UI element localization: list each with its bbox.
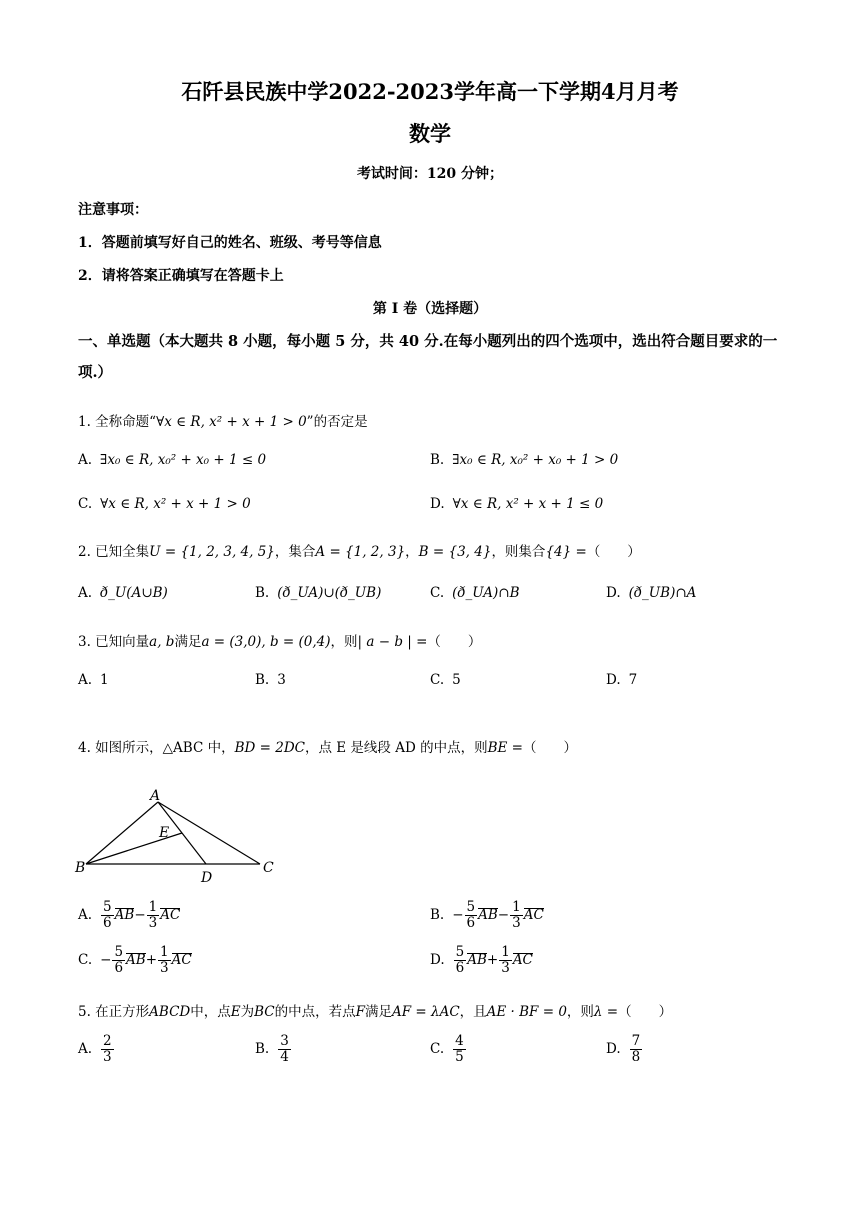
q3-stem-mid: 满足 bbox=[174, 634, 202, 650]
q4-a-frac2 bbox=[147, 900, 160, 931]
q5-c-n: 4 bbox=[455, 1033, 464, 1049]
q4-a-v1: AB bbox=[114, 906, 135, 923]
q4-option-c[interactable] bbox=[78, 945, 192, 976]
q5-option-a[interactable] bbox=[78, 1034, 115, 1065]
q3-option-d-label: D. bbox=[606, 672, 621, 688]
q2-stem-u: U = {1, 2, 3, 4, 5} bbox=[149, 544, 275, 560]
q1-option-d[interactable] bbox=[430, 496, 603, 512]
notice-item-1: 1．答题前填写好自己的姓名、班级、考号等信息 bbox=[78, 235, 382, 251]
label-d: D bbox=[201, 870, 213, 886]
q4-stem-eq: BD = 2DC bbox=[234, 740, 305, 756]
q3-option-a-label: A. bbox=[78, 672, 93, 688]
q3-stem-abs: | a − b | = bbox=[357, 634, 428, 650]
q1-option-a-text: ∃x₀ ∈ R, x₀² + x₀ + 1 ≤ 0 bbox=[100, 452, 267, 468]
q4-c-op: + bbox=[145, 951, 158, 968]
q4-d-frac1 bbox=[454, 945, 467, 976]
q5-c-frac bbox=[453, 1034, 466, 1065]
q4-b-frac1 bbox=[465, 900, 478, 931]
question-5-stem bbox=[78, 1000, 672, 1020]
q4-a-frac1 bbox=[101, 900, 114, 931]
q5-option-b[interactable] bbox=[255, 1034, 292, 1065]
label-e: E bbox=[159, 825, 170, 841]
q1-option-c-label: C. bbox=[78, 496, 93, 512]
q4-option-b-label: B. bbox=[430, 906, 445, 923]
q5-stem-mid3: 的中点，若点 bbox=[274, 1004, 356, 1020]
q4-c-v1: AB bbox=[126, 951, 146, 968]
q4-option-b[interactable] bbox=[430, 900, 544, 931]
q5-stem-e: E bbox=[230, 1004, 241, 1020]
notice-heading: 注意事项： bbox=[78, 202, 148, 218]
q3-option-c-label: C. bbox=[430, 672, 445, 688]
q2-option-d-text: (ð_UB)∩A bbox=[628, 585, 697, 601]
q1-stem-math: ∀x ∈ R, x² + x + 1 > 0 bbox=[156, 414, 307, 430]
q5-stem-pre: 5. 在正方形 bbox=[78, 1004, 150, 1020]
q2-stem-pre: 2. 已知全集 bbox=[78, 544, 150, 560]
q4-c-v2: AC bbox=[171, 951, 192, 968]
q4-d-v1: AB bbox=[467, 951, 487, 968]
q3-option-d[interactable] bbox=[606, 672, 637, 688]
q4-d-frac2 bbox=[499, 945, 512, 976]
q2-stem-mid1: ，集合 bbox=[274, 544, 316, 560]
q1-option-a[interactable] bbox=[78, 452, 266, 468]
q5-option-c-label: C. bbox=[430, 1040, 445, 1057]
q4-option-d-label: D. bbox=[430, 951, 445, 968]
q4-d-n1: 5 bbox=[455, 944, 465, 960]
q3-option-a[interactable] bbox=[78, 672, 109, 688]
q2-option-d-label: D. bbox=[606, 585, 621, 601]
q4-a-n1: 5 bbox=[103, 899, 112, 915]
q3-stem-pre: 3. 已知向量 bbox=[78, 634, 150, 650]
q4-d-d2: 3 bbox=[501, 959, 510, 976]
q5-option-d-label: D. bbox=[606, 1040, 621, 1057]
q5-a-d: 3 bbox=[103, 1048, 112, 1065]
q2-option-c[interactable] bbox=[430, 585, 520, 601]
q5-stem-f: F bbox=[355, 1004, 365, 1020]
q4-option-a[interactable] bbox=[78, 900, 180, 931]
q4-c-n1: 5 bbox=[114, 944, 124, 960]
q3-option-c[interactable] bbox=[430, 672, 461, 688]
q1-option-a-label: A. bbox=[78, 452, 93, 468]
question-2-stem bbox=[78, 540, 641, 560]
q4-d-d1: 6 bbox=[455, 959, 465, 976]
q3-option-b[interactable] bbox=[255, 672, 286, 688]
q3-stem-cond: a = (3,0), b = (0,4) bbox=[201, 634, 331, 650]
q4-c-n2: 1 bbox=[160, 944, 169, 960]
exam-time: 考试时间：120 分钟； bbox=[356, 166, 504, 182]
label-c: C bbox=[263, 860, 274, 876]
q1-option-b-label: B. bbox=[430, 452, 445, 468]
q3-option-b-text: 3 bbox=[277, 672, 286, 688]
q4-b-op: − bbox=[497, 906, 510, 923]
q5-option-c[interactable] bbox=[430, 1034, 467, 1065]
q4-a-v2: AC bbox=[160, 906, 181, 923]
q1-stem-pre: 1. 全称命题“ bbox=[78, 414, 157, 430]
q5-stem-mid6: ，则 bbox=[566, 1004, 594, 1020]
q2-option-b-label: B. bbox=[255, 585, 270, 601]
q2-stem-b: B = {3, 4} bbox=[418, 544, 492, 560]
q2-option-d[interactable] bbox=[606, 585, 696, 601]
q5-option-b-label: B. bbox=[255, 1040, 270, 1057]
q5-stem-mid1: 中，点 bbox=[190, 1004, 231, 1020]
q4-b-v2: AC bbox=[523, 906, 544, 923]
q1-option-c-text: ∀x ∈ R, x² + x + 1 > 0 bbox=[100, 496, 251, 512]
q4-c-d1: 6 bbox=[114, 959, 124, 976]
q3-stem-mid2: ，则 bbox=[330, 634, 358, 650]
q4-a-d1: 6 bbox=[103, 914, 112, 931]
q5-b-d: 4 bbox=[280, 1048, 289, 1065]
q4-d-op: + bbox=[486, 951, 499, 968]
q2-option-a-text: ð_U(A∪B) bbox=[100, 585, 168, 601]
q2-option-c-label: C. bbox=[430, 585, 445, 601]
q2-stem-mid2: ， bbox=[405, 544, 419, 560]
side-ac bbox=[158, 802, 260, 864]
q4-b-sign: − bbox=[452, 906, 464, 923]
question-4-stem bbox=[78, 736, 577, 756]
q2-stem-mid3: ，则集合 bbox=[491, 544, 546, 560]
q5-b-frac bbox=[278, 1034, 291, 1065]
q4-b-d1: 6 bbox=[466, 914, 476, 931]
q1-option-d-text: ∀x ∈ R, x² + x + 1 ≤ 0 bbox=[452, 496, 604, 512]
question-3-stem bbox=[78, 630, 481, 650]
q5-stem-post: （ ） bbox=[618, 1004, 673, 1020]
q4-c-d2: 3 bbox=[160, 959, 169, 976]
q1-option-c[interactable] bbox=[78, 496, 251, 512]
exam-title: 石阡县民族中学2022-2023学年高一下学期4月月考 bbox=[181, 79, 679, 104]
notice-item-2: 2．请将答案正确填写在答题卡上 bbox=[78, 268, 284, 284]
q4-b-d2: 3 bbox=[512, 914, 521, 931]
q5-stem-af: AF = λAC bbox=[392, 1004, 460, 1020]
question-1-stem bbox=[78, 410, 368, 430]
q4-a-d2: 3 bbox=[148, 914, 158, 931]
q1-stem-post: ”的否定是 bbox=[306, 414, 368, 430]
label-a: A bbox=[150, 788, 161, 804]
q5-stem-sq: ABCD bbox=[149, 1004, 191, 1020]
q5-stem-mid5: ，且 bbox=[459, 1004, 487, 1020]
q4-a-n2: 1 bbox=[148, 899, 158, 915]
q2-option-a[interactable] bbox=[78, 585, 168, 601]
q4-option-c-label: C. bbox=[78, 951, 93, 968]
volume-heading: 第 I 卷（选择题） bbox=[372, 301, 488, 317]
q1-option-b-text: ∃x₀ ∈ R, x₀² + x₀ + 1 > 0 bbox=[452, 452, 619, 468]
q5-d-n: 7 bbox=[631, 1033, 641, 1049]
q3-option-c-text: 5 bbox=[452, 672, 461, 688]
q1-option-b[interactable] bbox=[430, 452, 618, 468]
q5-c-d: 5 bbox=[455, 1048, 464, 1065]
q5-a-frac bbox=[101, 1034, 114, 1065]
q5-option-a-label: A. bbox=[78, 1040, 93, 1057]
q3-stem-vec: a, b bbox=[149, 634, 175, 650]
q3-option-b-label: B. bbox=[255, 672, 270, 688]
q2-option-a-label: A. bbox=[78, 585, 93, 601]
q4-b-n1: 5 bbox=[466, 899, 476, 915]
q5-b-n: 3 bbox=[280, 1033, 289, 1049]
q4-option-a-label: A. bbox=[78, 906, 93, 923]
q4-stem-mid: ，点 E 是线段 AD 的中点，则 bbox=[305, 740, 488, 756]
q5-d-frac bbox=[630, 1034, 643, 1065]
q5-option-d[interactable] bbox=[606, 1034, 643, 1065]
q4-stem-pre: 4. 如图所示，△ABC 中， bbox=[78, 740, 235, 756]
q4-stem-post: （ ） bbox=[522, 740, 577, 756]
q3-option-d-text: 7 bbox=[628, 672, 638, 688]
q4-b-v1: AB bbox=[478, 906, 498, 923]
q4-stem-be: BE = bbox=[487, 740, 523, 756]
q3-option-a-text: 1 bbox=[100, 672, 109, 688]
q4-c-frac1 bbox=[112, 945, 125, 976]
triangle-figure bbox=[70, 786, 290, 886]
q5-stem-mid2: 为 bbox=[240, 1004, 255, 1020]
label-b: B bbox=[75, 860, 86, 876]
q2-option-b[interactable] bbox=[255, 585, 381, 601]
section-1-heading: 一、单选题（本大题共 8 小题，每小题 5 分，共 40 分.在每小题列出的四个选项中，选出符合题目要求的一项.） bbox=[78, 333, 778, 381]
q4-option-d[interactable] bbox=[430, 945, 533, 976]
q5-stem-mid4: 满足 bbox=[365, 1004, 392, 1020]
q2-stem-a: A = {1, 2, 3} bbox=[315, 544, 406, 560]
q5-stem-lambda: λ = bbox=[593, 1004, 619, 1020]
q1-option-d-label: D. bbox=[430, 496, 445, 512]
side-ab bbox=[86, 802, 158, 864]
q4-c-frac2 bbox=[158, 945, 171, 976]
q2-stem-4: {4} = bbox=[545, 544, 587, 560]
exam-subject: 数学 bbox=[409, 121, 451, 146]
q4-d-v2: AC bbox=[512, 951, 533, 968]
q4-b-frac2 bbox=[510, 900, 523, 931]
q2-stem-post: （ ） bbox=[586, 544, 641, 560]
q3-stem-post: （ ） bbox=[427, 634, 482, 650]
q4-d-n2: 1 bbox=[501, 944, 510, 960]
q4-a-op: − bbox=[134, 906, 146, 923]
q5-a-n: 2 bbox=[103, 1033, 112, 1049]
q5-stem-bc: BC bbox=[254, 1004, 275, 1020]
q2-option-b-text: (ð_UA)∪(ð_UB) bbox=[277, 585, 382, 601]
q4-c-sign: − bbox=[100, 951, 112, 968]
q2-option-c-text: (ð_UA)∩B bbox=[452, 585, 520, 601]
q5-stem-dot: AE · BF = 0 bbox=[486, 1004, 567, 1020]
q4-b-n2: 1 bbox=[512, 899, 521, 915]
q5-d-d: 8 bbox=[631, 1048, 641, 1065]
